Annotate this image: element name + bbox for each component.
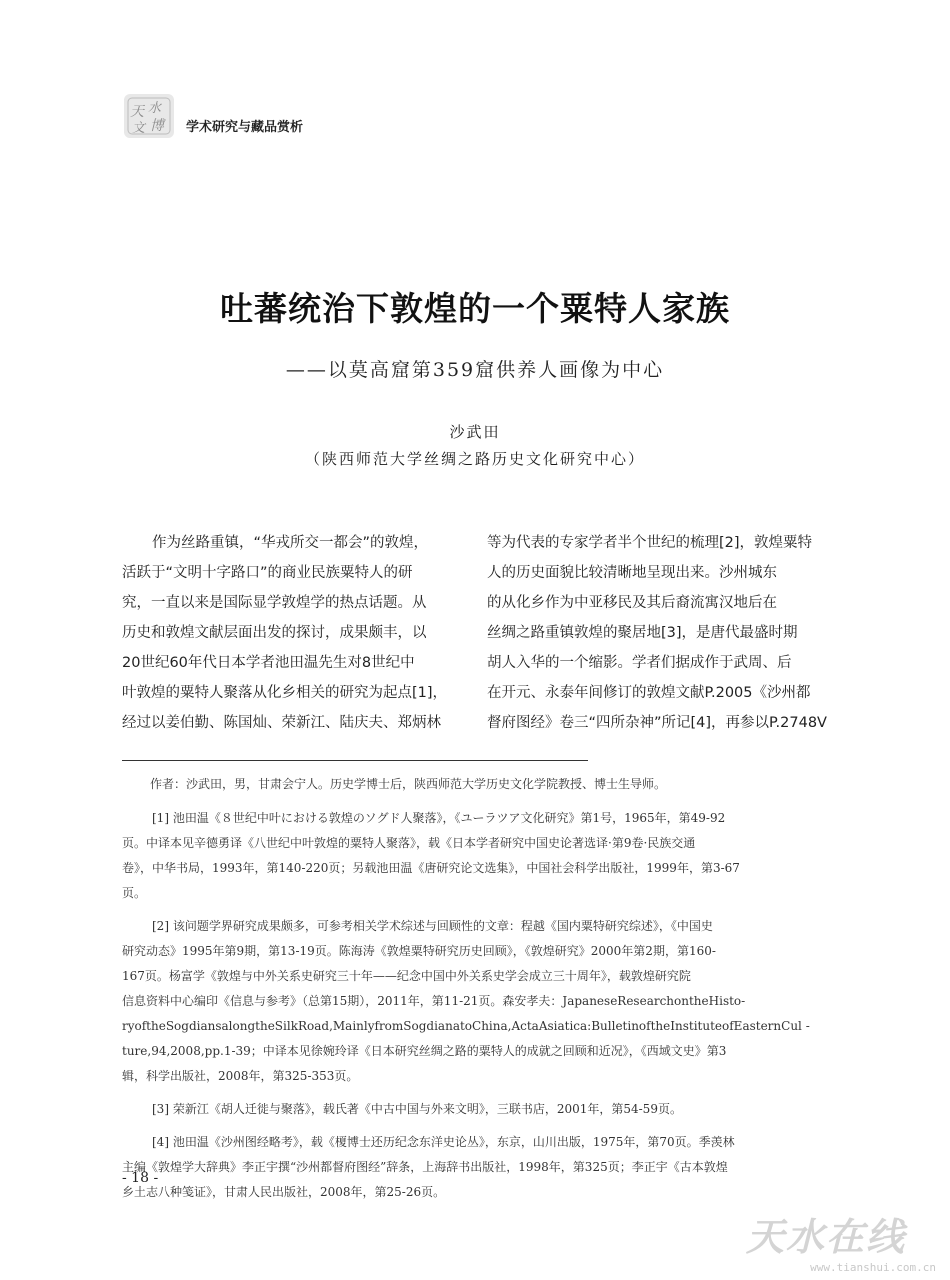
reference-line: [1] 池田温《８世纪中叶における敦煌のソグド人聚落》，《ユーラツア文化研究》第1号，1965年，第49-92 (152, 811, 726, 825)
reference-item (122, 1097, 830, 1122)
svg-text:天: 天 (130, 104, 144, 120)
article-subtitle: ——以莫高窟第359窟供养人画像为中心 (285, 359, 665, 381)
body-line: 人的历史面貌比较清晰地呈现出来。沙州城东 (487, 565, 777, 581)
reference-line: 页。 (122, 886, 147, 900)
body-line: 丝绸之路重镇敦煌的聚居地[3]，是唐代最盛时期 (487, 625, 798, 641)
body-line: 的从化乡作为中亚移民及其后裔流寓汉地后在 (487, 595, 777, 611)
watermark-url: www.tianshui.com.cn (810, 1261, 936, 1274)
author-name: 沙武田 (449, 423, 501, 441)
reference-line: 167页。杨富学《敦煌与中外关系史研究三十年——纪念中国中外关系史学会成立三十周年》，载敦煌研究院 (122, 969, 691, 983)
body-line: 经过以姜伯勤、陈国灿、荣新江、陆庆夫、郑炳林 (122, 715, 441, 731)
page-header (122, 92, 303, 140)
reference-line: 页。中译本见辛德勇译《八世纪中叶敦煌的粟特人聚落》，载《日本学者研究中国史论著选译·第9卷·民族交通 (122, 836, 696, 850)
reference-line: 信息资料中心编印《信息与参考》（总第15期），2011年，第11-21页。森安孝夫：JapaneseResearchontheHisto- (122, 994, 746, 1008)
seal-icon (122, 92, 176, 140)
reference-line: 卷》，中华书局，1993年，第140-220页；另载池田温《唐研究论文选集》，中国社会科学出版社，1999年，第3-67 (122, 861, 740, 875)
body-column-left (122, 528, 465, 738)
reference-item (122, 1130, 830, 1205)
watermark (746, 1206, 936, 1272)
reference-line: ture,94,2008,pp.1-39；中译本见徐婉玲译《日本研究丝绸之路的粟特人的成就之回顾和近况》，《西域文史》第3 (122, 1044, 727, 1058)
section-label: 学术研究与藏品赏析 (186, 119, 304, 135)
body-line: 活跃于“文明十字路口”的商业民族粟特人的研 (122, 565, 413, 581)
body-line: 在开元、永泰年间修订的敦煌文献P.2005《沙州都 (487, 685, 811, 701)
body-line: 叶敦煌的粟特人聚落从化乡相关的研究为起点[1]， (122, 685, 448, 701)
reference-line: 主编《敦煌学大辞典》李正宇撰“沙州都督府图经”辞条，上海辞书出版社，1998年，第325页；李正宇《古本敦煌 (122, 1160, 728, 1174)
body-line: 究，一直以来是国际显学敦煌学的热点话题。从 (122, 595, 427, 611)
reference-line: 辑，科学出版社，2008年，第325-353页。 (122, 1069, 359, 1083)
body-column-right (487, 528, 830, 738)
reference-line: 乡土志八种笺证》，甘肃人民出版社，2008年，第25-26页。 (122, 1185, 446, 1199)
watermark-text: 天水在线 (746, 1215, 907, 1259)
body-line: 等为代表的专家学者半个世纪的梳理[2]，敦煌粟特 (487, 535, 813, 551)
body-line: 历史和敦煌文献层面出发的探讨，成果颇丰，以 (122, 625, 427, 641)
reference-line: 研究动态》1995年第9期，第13-19页。陈海涛《敦煌粟特研究历史回顾》，《敦煌研究》2000年第2期，第160- (122, 944, 716, 958)
reference-gap (122, 1122, 830, 1130)
reference-gap (122, 1089, 830, 1097)
body-line: 20世纪60年代日本学者池田温先生对8世纪中 (122, 655, 415, 671)
reference-item (122, 806, 830, 906)
svg-text:水: 水 (148, 101, 162, 116)
reference-line: [2] 该问题学界研究成果颇多，可参考相关学术综述与回顾性的文章：程越《国内粟特研究综述》，《中国史 (152, 919, 713, 933)
body-line: 作为丝路重镇，“华戎所交一都会”的敦煌， (152, 535, 429, 551)
body-line: 胡人入华的一个缩影。学者们据成作于武周、后 (487, 655, 792, 671)
reference-item (122, 914, 830, 1089)
reference-line: ryoftheSogdiansalongtheSilkRoad,MainlyfromSogdianatoChina,ActaAsiatica:BulletinoftheInstituteofEasternCul - (122, 1019, 810, 1033)
reference-gap (122, 906, 830, 914)
page-number: - 18 - (122, 1170, 159, 1186)
svg-text:博: 博 (150, 118, 164, 134)
author-note: 作者：沙武田，男，甘肃会宁人。历史学博士后，陕西师范大学历史文化学院教授、博士生导师。 (150, 777, 667, 791)
references (122, 806, 830, 1205)
journal-logo (122, 92, 176, 140)
footnote-divider (122, 760, 588, 761)
svg-text:文: 文 (132, 121, 146, 136)
reference-line: [3] 荣新江《胡人迁徙与聚落》，载氏著《中古中国与外来文明》，三联书店，2001年，第54-59页。 (152, 1102, 682, 1116)
reference-line: [4] 池田温《沙州图经略考》，载《榎博士还历纪念东洋史论丛》，东京，山川出版，1975年，第70页。季羡林 (152, 1135, 735, 1149)
body-line: 督府图经》卷三“四所杂神”所记[4]，再参以P.2748V (487, 715, 827, 731)
author-affiliation: （陕西师范大学丝绸之路历史文化研究中心） (304, 450, 645, 468)
article-title: 吐蕃统治下敦煌的一个粟特人家族 (220, 289, 730, 328)
